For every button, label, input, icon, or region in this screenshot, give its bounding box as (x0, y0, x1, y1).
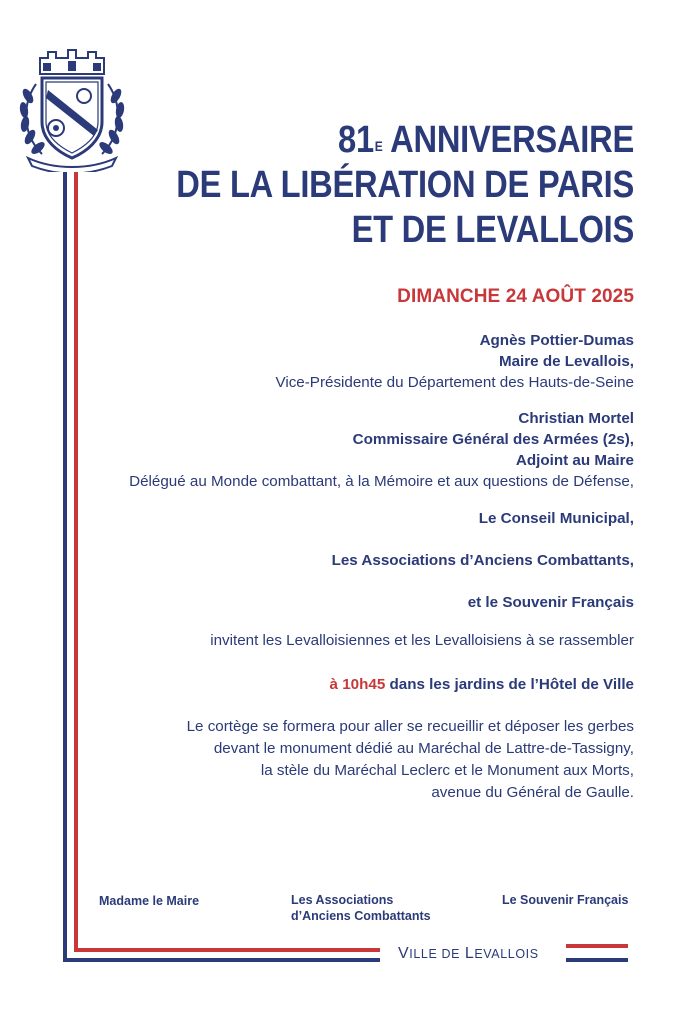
deputy-title-2: Adjoint au Maire (515, 452, 634, 469)
title-line-3: ET DE LEVALLOIS (351, 209, 634, 251)
procession-line: Le cortège se formera pour aller se recueillir et déposer les gerbes (186, 718, 634, 735)
tricolor-line-red-horizontal (74, 948, 380, 952)
deputy-block (34, 408, 634, 492)
deputy-name: Christian Mortel (518, 410, 634, 427)
title-line-1: $81^E$ ANNIVERSAIRE (338, 119, 634, 161)
meeting-time: à 10h45 (329, 676, 386, 693)
souvenir-line: et le Souvenir Français (467, 594, 634, 611)
deputy-role: Délégué au Monde combattant, à la Mémoire et aux questions de Défense, (129, 473, 634, 490)
city-crest-icon (14, 44, 130, 172)
associations-line: Les Associations d’Anciens Combattants, (331, 552, 634, 569)
tricolor-line-blue-vertical (63, 172, 67, 962)
procession-line: devant le monument dédié au Maréchal de Lattre-de-Tassigny, (213, 740, 634, 757)
procession-line: avenue du Général de Gaulle. (431, 784, 634, 801)
signature-souvenir: Le Souvenir Français (502, 893, 629, 907)
city-crest (14, 44, 130, 172)
tricolor-line-red-right (566, 944, 628, 948)
meeting-place: dans les jardins de l’Hôtel de Ville (389, 676, 634, 693)
procession-line: la stèle du Maréchal Leclerc et le Monument aux Morts, (260, 762, 634, 779)
event-date: DIMANCHE 24 AOÛT 2025 (397, 286, 634, 307)
mayor-name: Agnès Pottier-Dumas (479, 332, 634, 349)
meeting-line (74, 674, 634, 695)
invitation-text: invitent les Levalloisiennes et les Levalloisiens à se rassembler (210, 632, 634, 649)
procession-text (74, 716, 634, 804)
mayor-role: Vice-Présidente du Département des Hauts-de-Seine (275, 374, 634, 391)
tricolor-line-blue-horizontal (63, 958, 380, 962)
page-title (152, 118, 634, 253)
tricolor-line-blue-right (566, 958, 628, 962)
signature-associations: Les Associations d’Anciens Combattants (291, 893, 431, 923)
mayor-block (74, 330, 634, 393)
mayor-title: Maire de Levallois, (498, 353, 634, 370)
council-line: Le Conseil Municipal, (478, 510, 634, 527)
title-line-2: DE LA LIBÉRATION DE PARIS (176, 164, 634, 206)
footer-city-name: VILLE DE LEVALLOIS (398, 945, 539, 962)
deputy-title-1: Commissaire Général des Armées (2s), (352, 431, 634, 448)
signature-mayor: Madame le Maire (99, 894, 200, 908)
